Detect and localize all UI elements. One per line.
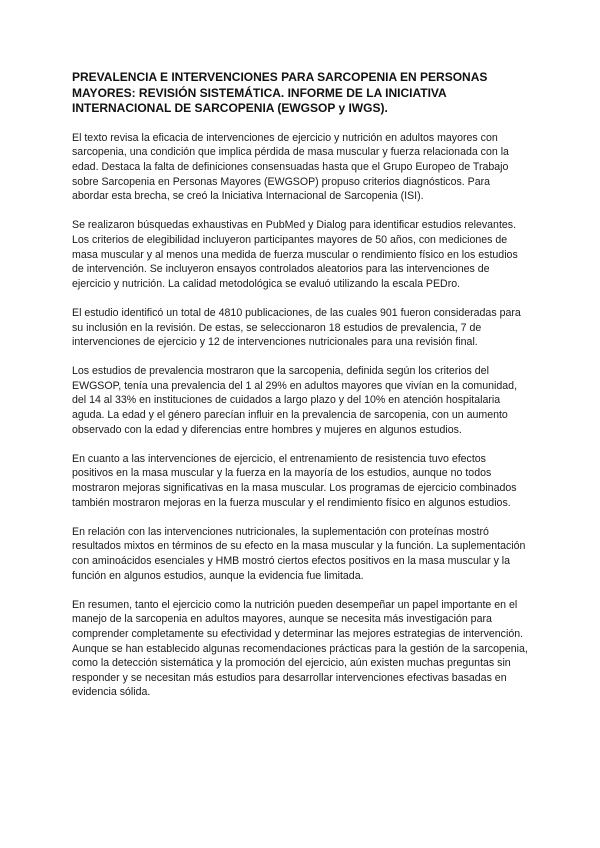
paragraph-summary: El texto revisa la eficacia de intervenciones de ejercicio y nutrición en adultos mayores con sarcopenia, una condición que implica pérdida de masa muscular y fuerza relacionada con la edad. Destaca la falta de definiciones consensuadas hasta que el Grupo Europeo de Trabajo sobre Sarcopenia en Personas Mayores (EWGSOP) propuso criterios diagnósticos. Para abordar esta brecha, se creó la Iniciativa Internacional de Sarcopenia (ISI). bbox=[72, 131, 509, 203]
paragraph-study-selection: El estudio identificó un total de 4810 publicaciones, de las cuales 901 fueron consideradas para su inclusión en la revisión. De estas, se seleccionaron 18 estudios de prevalencia, 7 de intervenciones de ejercicio y 12 de intervenciones nutricionales para una revisión final. bbox=[72, 306, 521, 349]
paragraph-nutrition-interventions: En relación con las intervenciones nutricionales, la suplementación con proteínas mostró resultados mixtos en términos de su efecto en la masa muscular y la función. La suplementación con aminoácidos esenciales y HMB mostró ciertos efectos positivos en la masa muscular y la función en algunos estudios, aunque la evidencia fue limitada. bbox=[72, 525, 526, 582]
document-page bbox=[72, 70, 528, 715]
paragraph-methods: Se realizaron búsquedas exhaustivas en PubMed y Dialog para identificar estudios relevantes. Los criterios de elegibilidad incluyeron participantes mayores de 50 años, con mediciones de masa muscular y al menos una medida de fuerza muscular o rendimiento físico en los estudios de intervención. Se incluyeron ensayos controlados aleatorios para las intervenciones de ejercicio y nutrición. La calidad metodológica se evaluó utilizando la escala PEDro. bbox=[72, 219, 518, 290]
paragraph-exercise-interventions: En cuanto a las intervenciones de ejercicio, el entrenamiento de resistencia tuvo efectos positivos en la masa muscular y la fuerza en la mayoría de los estudios, aunque no todos mostraron mejoras significativas en la masa muscular. Los programas de ejercicio combinados también mostraron mejoras en la fuerza muscular y el rendimiento físico en algunos estudios. bbox=[72, 452, 517, 509]
document-title: PREVALENCIA E INTERVENCIONES PARA SARCOPENIA EN PERSONAS MAYORES: REVISIÓN SISTEMÁTICA. INFORME DE LA INICIATIVA INTERNACIONAL DE SARCOPENIA (EWGSOP y IWGS). bbox=[72, 70, 488, 116]
paragraph-prevalence: Los estudios de prevalencia mostraron que la sarcopenia, definida según los criterios del EWGSOP, tenía una prevalencia del 1 al 29% en adultos mayores que vivían en la comunidad, del 14 al 33% en instituciones de cuidados a largo plazo y del 10% en atención hospitalaria aguda. La edad y el género parecían influir en la prevalencia de sarcopenia, con un aumento observado con la edad y diferencias entre hombres y mujeres en algunos estudios. bbox=[72, 365, 518, 436]
paragraph-conclusion: En resumen, tanto el ejercicio como la nutrición pueden desempeñar un papel importante en el manejo de la sarcopenia en adultos mayores, aunque se necesita más investigación para comprender completamente su efectividad y determinar las mejores estrategias de intervención. Aunque se han establecido algunas recomendaciones prácticas para la gestión de la sarcopenia, como la detección sistemática y la promoción del ejercicio, aún existen muchas preguntas sin responder y se necesitan más estudios para desarrollar intervenciones efectivas basadas en evidencia sólida. bbox=[72, 598, 528, 699]
